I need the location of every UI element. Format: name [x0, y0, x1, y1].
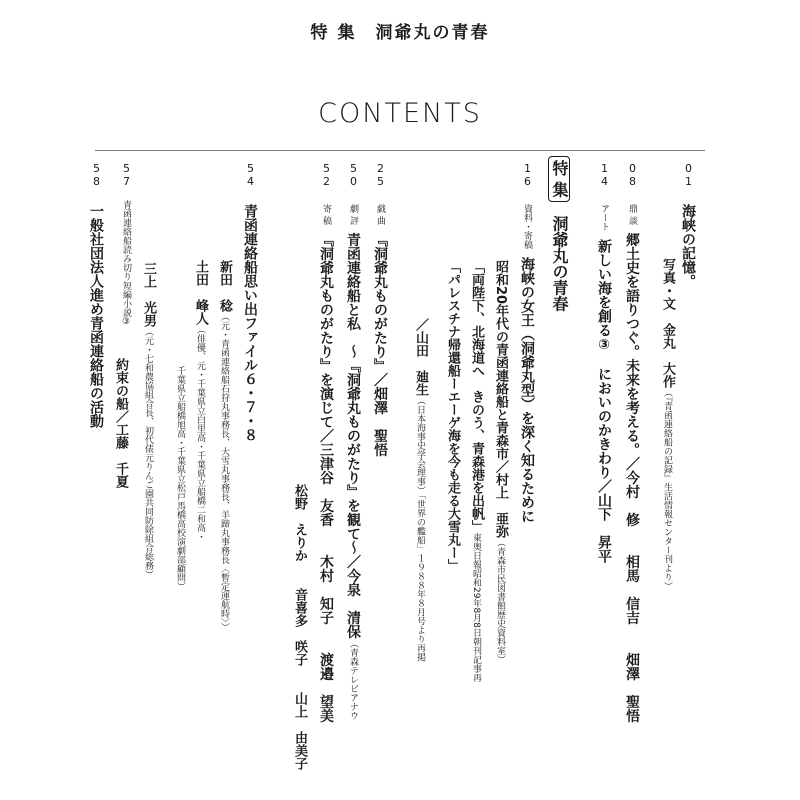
entry-note: （日本海事史学会理事）「世界の艦船」１９８８年８月号より再掲: [415, 396, 425, 662]
page-number: 57: [120, 162, 133, 188]
entry-title: 『洞爺丸ものがたり』／畑澤 聖悟: [372, 232, 388, 457]
toc-entry-16-c: [468, 260, 484, 682]
contents-heading: CONTENTS: [318, 98, 482, 129]
feature-header: 特 集 洞爺丸の青春: [310, 23, 490, 43]
entry-note: （元・青函連絡船石狩丸事務長、大雪丸事務長、羊蹄丸事務長〈暫定運航時〉）: [219, 312, 229, 632]
entry-category: 寄 稿: [321, 204, 331, 225]
toc-entry-54-b: [216, 260, 232, 632]
toc-entry-54-d: [172, 366, 188, 591]
toc-entry-16[interactable]: [519, 162, 535, 523]
entry-text: 新田 稔: [217, 260, 232, 312]
entry-text: 土田 峰人: [193, 260, 208, 325]
entry-category: 劇 評: [348, 204, 358, 225]
entry-title: 海峡の記憶。: [680, 204, 696, 288]
entry-text: 「パレスチナ帰還船ーエーゲ海を今も走る大雪丸ー」: [445, 260, 460, 572]
entry-title: 海峡の女王（洞爺丸型）を深く知るために: [519, 257, 535, 523]
page-number: 58: [90, 162, 103, 188]
entry-category: 青函連絡船読み切り短編小説③: [121, 200, 131, 327]
toc-entry-01[interactable]: [680, 162, 696, 288]
entry-title: 郷土史を語りつぐ。未来を考える。／今村 修 相馬 信吉 畑澤 聖悟: [624, 232, 640, 723]
entry-title: 新しい海を創る③ においのかきわり／山下 昇平: [596, 239, 612, 563]
toc-entry-14[interactable]: [596, 162, 612, 563]
page-number: 52: [320, 162, 333, 188]
page-number: 16: [521, 162, 534, 188]
feature-badge: 特 集: [548, 156, 570, 202]
toc-entry-57-b: [112, 358, 128, 488]
page-number: 54: [244, 162, 257, 188]
entry-note: （青森市民図書館歴史資料室）: [495, 538, 505, 665]
toc-entry-58[interactable]: [88, 162, 104, 428]
entry-note: 東奥日報昭和29年8月8日朝刊記事再: [471, 533, 481, 682]
entry-title: 『洞爺丸ものがたり』を演じて／三津谷 友香 木村 知子 渡邉 望美: [318, 232, 334, 723]
toc-entry-54-c: [192, 260, 208, 541]
toc-entry-57-author: [140, 262, 156, 579]
entry-category: 資料・寄稿: [522, 204, 532, 249]
page-number: 08: [626, 162, 639, 188]
entry-author: 三上 光男: [141, 262, 156, 327]
entry-note: 千葉県立船橋旭高・千葉県立松戸馬橋高校演劇部顧問）: [175, 366, 185, 591]
entry-category: 戯 曲: [375, 204, 385, 225]
feature-section-heading: [548, 156, 570, 312]
feature-title: 洞爺丸の青春: [550, 215, 569, 312]
page-number: 25: [374, 162, 387, 188]
entry-title: 青函連絡船思い出ファイル６・７・８: [242, 204, 258, 442]
entry-text: 「両陛下、北海道へ きのう、青森港を出帆」: [469, 260, 484, 533]
entry-title: 青函連絡船と私 〜『洞爺丸ものがたり』を観て〜／今泉 清保: [345, 232, 361, 639]
toc-entry-01-credit: [659, 258, 675, 591]
toc-entry-08[interactable]: [624, 162, 640, 723]
toc-entry-52-b: [291, 484, 307, 770]
entry-credit: 写真・文 金丸 大作: [660, 258, 675, 388]
toc-entry-57[interactable]: [118, 162, 134, 327]
page-number: 01: [682, 162, 695, 188]
entry-category: 鼎 談: [627, 204, 637, 225]
page-number: 50: [347, 162, 360, 188]
toc-entry-52[interactable]: [318, 162, 334, 723]
toc-entry-54[interactable]: [242, 162, 258, 442]
entry-text: ／山田 廸生: [413, 318, 428, 396]
entry-category: アート: [599, 204, 609, 231]
toc-entry-25[interactable]: [372, 162, 388, 457]
entry-note: （俳優、元・千葉県立白里高・千葉県立船橋二和高・: [195, 325, 205, 541]
toc-entry-16-d: [444, 260, 460, 572]
entry-note: （青森テレビアナウ: [348, 638, 358, 720]
entry-text: 昭和20年代の青函連絡船と青森市／村上 亜弥: [493, 260, 508, 539]
entry-text: 約束の船／工藤 千夏: [113, 358, 128, 488]
entry-title: 一般社団法人進め青函連絡船の活動: [88, 204, 104, 428]
toc-entry-16-b: [492, 260, 508, 664]
entry-note: （元・七和農協組合長、初代俵元りんご園共同防除組合総務）: [143, 327, 153, 579]
page-number: 14: [598, 162, 611, 188]
toc-entry-50[interactable]: [345, 162, 361, 720]
entry-text: 松野 えりか 音喜多 咲子 山上 由美子: [292, 484, 307, 770]
divider-line: [95, 150, 705, 151]
entry-note: （『青函連絡船の記録』生活情報センター刊より）: [662, 388, 672, 591]
toc-entry-16-e: [412, 318, 428, 662]
